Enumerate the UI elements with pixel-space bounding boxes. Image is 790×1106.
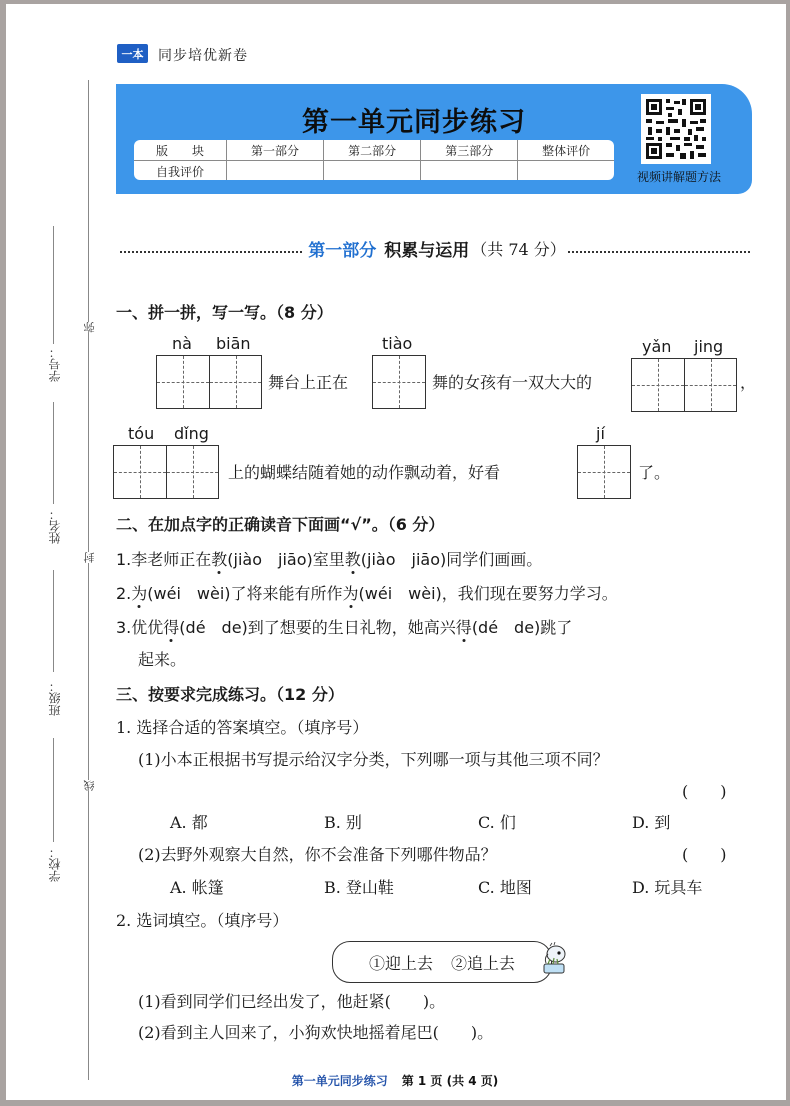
word-option: ①迎上去 — [368, 953, 433, 973]
student-id-label: 学号： — [48, 346, 62, 382]
pinyin-writing-box[interactable] — [577, 445, 631, 499]
pinyin-label: dǐng — [174, 424, 209, 443]
q2-item — [116, 547, 542, 570]
q1-text: 上的蝴蝶结随着她的动作飘动着，好看 — [228, 463, 501, 482]
student-id-line — [53, 226, 54, 344]
school-label: 学校： — [48, 846, 62, 882]
dotted-divider — [568, 251, 750, 253]
option-a[interactable]: A. 帐篷 — [170, 878, 224, 897]
item-number: 1. — [116, 550, 132, 569]
option-b[interactable]: B. 别 — [324, 813, 362, 832]
table-header-cell: 版 块 — [134, 140, 227, 161]
brand-logo: 一本 — [117, 44, 148, 63]
answer-blank[interactable]: ( ) — [682, 782, 727, 801]
pinyin-writing-box[interactable] — [372, 355, 426, 409]
q1-text: 舞台上正在 — [268, 373, 349, 392]
section-part: 第一部分 — [308, 241, 377, 261]
q3-sentence-1: (1)看到同学们已经出发了，他赶紧( )。 — [138, 992, 446, 1011]
pinyin-label: jí — [596, 424, 605, 443]
table-header-cell: 整体评价 — [518, 140, 614, 161]
pinyin-label: tiào — [382, 334, 413, 353]
class-line — [53, 570, 54, 672]
qr-code-icon[interactable] — [641, 94, 711, 164]
pinyin-label: yǎn — [642, 337, 672, 356]
pinyin-label: jing — [694, 337, 724, 356]
binding-line — [88, 80, 89, 1080]
pinyin-writing-box[interactable] — [631, 358, 737, 412]
dotted-char: 为 — [342, 584, 359, 603]
table-input-cell[interactable] — [324, 161, 421, 181]
pinyin-label: nà — [172, 334, 192, 353]
footer-unit: 第一单元同步练习 — [291, 1074, 388, 1088]
binding-mark-xian: 线 — [83, 780, 96, 791]
answer-blank[interactable]: ( ) — [682, 845, 727, 864]
q3-sub1-heading: 1. 选择合适的答案填空。（填序号） — [116, 718, 369, 737]
pinyin-label: tóu — [128, 424, 155, 443]
pronunciation-choice[interactable]: (dé de)到了想要的生日礼物，她高兴 — [179, 618, 456, 637]
series-title: 同步培优新卷 — [158, 48, 248, 64]
question-1-heading: 一、拼一拼，写一写。（8 分） — [116, 303, 333, 322]
item-number: 3. — [116, 618, 132, 637]
binding-mark-mi: 弥 — [83, 322, 96, 333]
unit-banner — [116, 84, 752, 194]
table-input-cell[interactable] — [518, 161, 614, 181]
q2-item — [116, 615, 572, 638]
q3-p2-question: (2)去野外观察大自然，你不会准备下列哪件物品？ — [138, 845, 497, 864]
item-text: 李老师正在 — [131, 550, 212, 569]
name-label: 姓名： — [48, 508, 62, 544]
option-a[interactable]: A. 都 — [170, 813, 208, 832]
elephant-mascot-icon — [540, 942, 570, 976]
pronunciation-choice[interactable]: (wéi wèi)，我们现在要努力学习。 — [358, 584, 618, 603]
qr-caption: 视频讲解题方法 — [636, 170, 721, 184]
q1-text: ， — [740, 373, 757, 392]
q2-item — [116, 581, 618, 604]
dotted-char: 为 — [131, 584, 148, 603]
self-evaluation-table — [134, 140, 614, 180]
table-row-label: 自我评价 — [134, 161, 227, 181]
q3-sentence-2: (2)看到主人回来了，小狗欢快地摇着尾巴( )。 — [138, 1023, 494, 1042]
section-name: 积累与运用 — [384, 241, 470, 261]
pinyin-writing-box[interactable] — [156, 355, 262, 409]
section-score: （共 74 分） — [471, 240, 566, 259]
class-label: 班级： — [48, 680, 62, 716]
word-option: ②追上去 — [451, 953, 516, 973]
section-header — [120, 236, 750, 261]
binding-mark-feng: 封 — [83, 552, 96, 563]
unit-title: 第一单元同步练习 — [302, 107, 526, 138]
question-2-heading: 二、在加点字的正确读音下面画“√”。（6 分） — [116, 515, 445, 534]
q3-p1-options — [170, 810, 786, 833]
q3-p2-options — [170, 875, 786, 898]
pronunciation-choice[interactable]: (jiào jiāo)室里 — [227, 550, 345, 569]
question-3-heading: 三、按要求完成练习。（12 分） — [116, 685, 344, 704]
item-text: 优优 — [131, 618, 164, 637]
table-header-cell: 第二部分 — [324, 140, 421, 161]
option-d[interactable]: D. 玩具车 — [632, 878, 703, 897]
item-number: 2. — [116, 584, 132, 603]
name-line — [53, 402, 54, 504]
school-line — [53, 738, 54, 842]
word-bank — [332, 941, 552, 983]
table-input-cell[interactable] — [421, 161, 518, 181]
q1-text: 了。 — [638, 463, 671, 482]
table-header-cell: 第一部分 — [227, 140, 324, 161]
dotted-char: 教 — [344, 550, 361, 569]
pronunciation-choice[interactable]: (jiào jiāo)同学们画画。 — [360, 550, 543, 569]
dotted-divider — [120, 251, 302, 253]
dotted-char: 得 — [163, 618, 180, 637]
table-input-cell[interactable] — [227, 161, 324, 181]
page-footer — [6, 1072, 784, 1089]
table-header-cell: 第三部分 — [421, 140, 518, 161]
worksheet-page — [6, 4, 786, 1100]
option-c[interactable]: C. 地图 — [478, 878, 532, 897]
q1-text: 舞的女孩有一双大大的 — [432, 373, 593, 392]
q3-sub2-heading: 2. 选词填空。（填序号） — [116, 911, 289, 930]
footer-page-number: 第 1 页 (共 4 页) — [401, 1074, 499, 1088]
dotted-char: 教 — [211, 550, 228, 569]
q2-item-continuation: 起来。 — [138, 650, 187, 669]
option-b[interactable]: B. 登山鞋 — [324, 878, 394, 897]
q3-p1-question: (1)小本正根据书写提示给汉字分类，下列哪一项与其他三项不同？ — [138, 750, 609, 769]
dotted-char: 得 — [455, 618, 472, 637]
option-d[interactable]: D. 到 — [632, 813, 671, 832]
pinyin-writing-box[interactable] — [113, 445, 219, 499]
pinyin-label: biān — [216, 334, 251, 353]
option-c[interactable]: C. 们 — [478, 813, 516, 832]
pronunciation-choice[interactable]: (wéi wèi)了将来能有所作 — [147, 584, 343, 603]
pronunciation-choice[interactable]: (dé de)跳了 — [471, 618, 573, 637]
